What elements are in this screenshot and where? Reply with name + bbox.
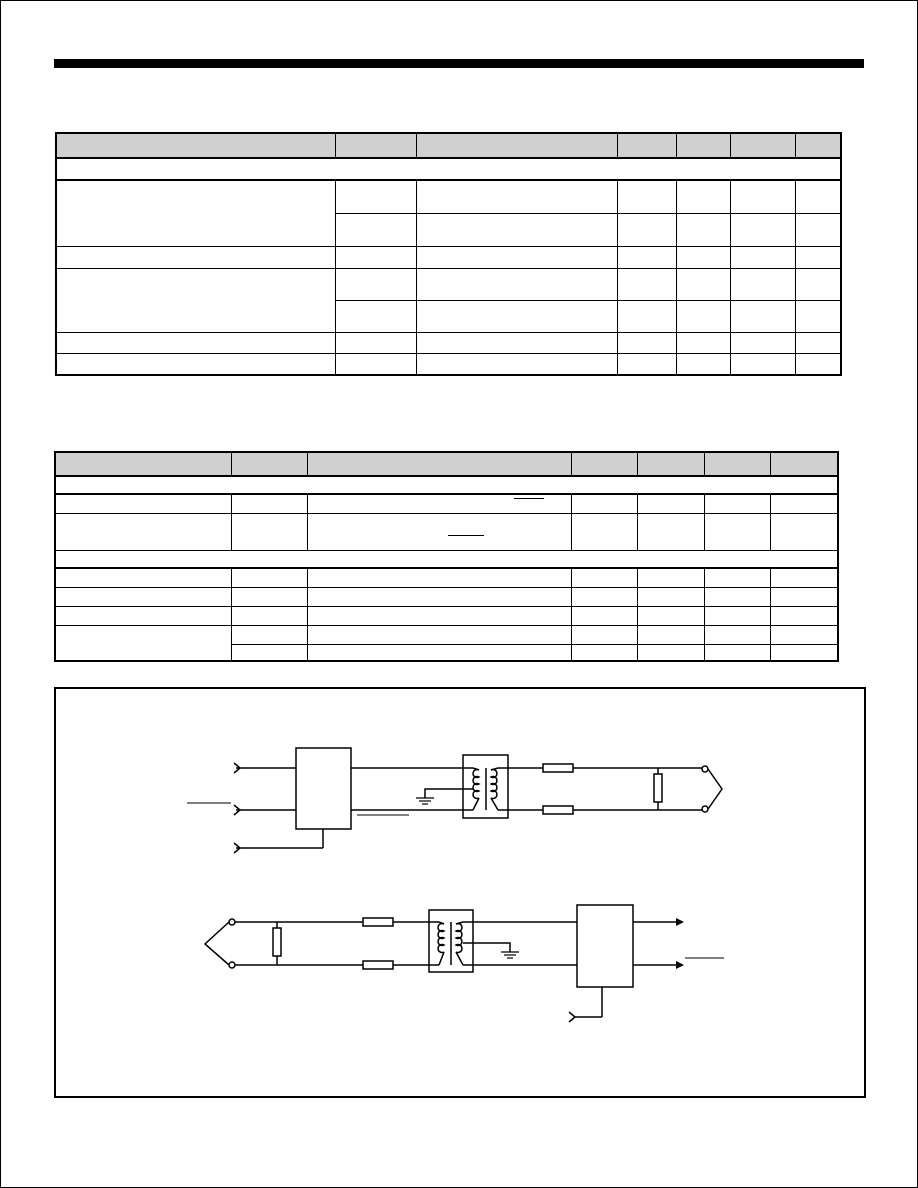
- table-cell: [416, 180, 617, 213]
- transmitter-block: [296, 748, 351, 829]
- bus-connection-icon: [708, 769, 722, 809]
- table-cell: [637, 568, 704, 587]
- table-cell: [795, 268, 841, 300]
- wire: [425, 789, 473, 798]
- table-cell: [617, 213, 676, 246]
- table-row: [55, 606, 838, 625]
- bus-terminal-icon: [229, 919, 235, 925]
- table-row: [55, 587, 838, 606]
- bus-terminal-icon: [229, 962, 235, 968]
- table-cell: [232, 644, 308, 661]
- table-header-row: [55, 452, 838, 476]
- table-row: [55, 494, 838, 513]
- table-cell: [232, 606, 308, 625]
- resistor-icon: [363, 961, 393, 969]
- table-cell: [637, 644, 704, 661]
- bus-terminal-icon: [702, 806, 708, 812]
- table-cell: [232, 513, 308, 550]
- table-cell: [730, 300, 795, 332]
- table-cell: [416, 213, 617, 246]
- table-cell: [676, 213, 730, 246]
- header-cell: [676, 133, 730, 158]
- termination-resistor-icon: [654, 774, 662, 802]
- table-cell: [704, 587, 770, 606]
- table-cell: [617, 353, 676, 375]
- table-cell: [416, 268, 617, 300]
- table-cell: [617, 332, 676, 353]
- table-cell: [572, 568, 638, 587]
- table-cell: [770, 644, 838, 661]
- table-cell: [307, 644, 571, 661]
- table-cell: [232, 587, 308, 606]
- table-cell: [637, 494, 704, 513]
- parameter-cell: [56, 268, 335, 332]
- header-cell: [55, 452, 232, 476]
- timing-characteristics-table: [54, 451, 839, 662]
- header-cell: [416, 133, 617, 158]
- table-cell: [335, 300, 416, 332]
- table-cell: [232, 568, 308, 587]
- section-row: [56, 158, 841, 180]
- table-cell: [617, 300, 676, 332]
- table-row: [56, 332, 841, 353]
- overbar-mark: [448, 535, 484, 536]
- circuit-diagram: [56, 689, 864, 1096]
- table-cell: [704, 625, 770, 644]
- table-cell: [730, 180, 795, 213]
- enable-arrow-icon: [234, 829, 323, 853]
- parameter-cell: [56, 353, 335, 375]
- header-cell: [704, 452, 770, 476]
- table-row: [56, 246, 841, 268]
- table-cell: [676, 332, 730, 353]
- table-cell: [795, 180, 841, 213]
- section-row: [55, 550, 838, 568]
- table-cell: [676, 353, 730, 375]
- table-cell: [730, 332, 795, 353]
- termination-resistor-icon: [273, 928, 281, 956]
- table-row: [56, 180, 841, 213]
- section-label: [56, 158, 841, 180]
- table-cell: [676, 180, 730, 213]
- section-label: [55, 476, 838, 494]
- header-cell: [770, 452, 838, 476]
- table-cell: [416, 332, 617, 353]
- parameter-cell: [56, 246, 335, 268]
- transformer-icon: [473, 768, 498, 810]
- table-cell: [335, 213, 416, 246]
- condition-cell: [307, 513, 571, 550]
- table-cell: [307, 606, 571, 625]
- table-cell: [416, 300, 617, 332]
- table-cell: [637, 625, 704, 644]
- table-cell: [335, 353, 416, 375]
- header-cell: [56, 133, 335, 158]
- table-header-row: [56, 133, 841, 158]
- table-cell: [770, 587, 838, 606]
- table-cell: [307, 587, 571, 606]
- table-row: [56, 353, 841, 375]
- table-row: [56, 268, 841, 300]
- table-cell: [335, 246, 416, 268]
- header-cell: [795, 133, 841, 158]
- table-cell: [770, 625, 838, 644]
- table-cell: [572, 625, 638, 644]
- table-cell: [676, 300, 730, 332]
- wire: [463, 943, 510, 952]
- input-arrow-icon: [234, 805, 296, 815]
- condition-cell: [307, 494, 571, 513]
- resistor-icon: [543, 806, 573, 814]
- ground-icon: [416, 798, 434, 804]
- table-cell: [730, 213, 795, 246]
- transformer-coupling-figure: [54, 687, 866, 1098]
- table-cell: [730, 353, 795, 375]
- table-cell: [637, 513, 704, 550]
- header-cell: [617, 133, 676, 158]
- bus-connection-icon: [205, 922, 229, 965]
- overbar-mark: [514, 498, 544, 499]
- table-cell: [416, 353, 617, 375]
- table-cell: [795, 246, 841, 268]
- resistor-icon: [543, 764, 573, 772]
- header-cell: [572, 452, 638, 476]
- table-cell: [572, 494, 638, 513]
- table-cell: [795, 332, 841, 353]
- table-cell: [704, 513, 770, 550]
- table-cell: [704, 644, 770, 661]
- table-cell: [730, 268, 795, 300]
- table-row: [55, 625, 838, 644]
- table-cell: [617, 180, 676, 213]
- table-cell: [795, 213, 841, 246]
- table-cell: [307, 625, 571, 644]
- header-cell: [335, 133, 416, 158]
- table-cell: [232, 625, 308, 644]
- input-arrow-icon: [234, 763, 296, 773]
- ground-icon: [501, 952, 519, 958]
- strobe-arrow-icon: [569, 987, 602, 1022]
- parameter-cell: [55, 625, 232, 661]
- transformer-icon: [438, 922, 463, 965]
- resistor-icon: [363, 918, 393, 926]
- table-cell: [307, 568, 571, 587]
- table-cell: [795, 300, 841, 332]
- parameter-cell: [55, 587, 232, 606]
- table-cell: [676, 268, 730, 300]
- table-cell: [335, 268, 416, 300]
- table-cell: [770, 513, 838, 550]
- parameter-cell: [55, 568, 232, 587]
- output-arrow-icon: [633, 918, 684, 926]
- bus-terminal-icon: [702, 766, 708, 772]
- table-cell: [770, 568, 838, 587]
- table-cell: [232, 494, 308, 513]
- table-cell: [617, 268, 676, 300]
- table-cell: [770, 606, 838, 625]
- parameter-cell: [55, 513, 232, 550]
- parameter-cell: [55, 494, 232, 513]
- table-row: [55, 568, 838, 587]
- table-cell: [704, 568, 770, 587]
- electrical-characteristics-table: [55, 132, 842, 376]
- table-cell: [637, 606, 704, 625]
- table-cell: [572, 513, 638, 550]
- header-cell: [730, 133, 795, 158]
- header-rule: [54, 59, 864, 68]
- table-cell: [617, 246, 676, 268]
- table-cell: [572, 587, 638, 606]
- table-cell: [770, 494, 838, 513]
- table-cell: [730, 246, 795, 268]
- receiver-circuit: [205, 905, 724, 1022]
- parameter-cell: [55, 606, 232, 625]
- table-cell: [795, 353, 841, 375]
- header-cell: [307, 452, 571, 476]
- table-cell: [704, 606, 770, 625]
- parameter-cell: [56, 332, 335, 353]
- table-cell: [572, 644, 638, 661]
- receiver-block: [577, 905, 633, 987]
- table-cell: [335, 180, 416, 213]
- table-cell: [676, 246, 730, 268]
- table-cell: [637, 587, 704, 606]
- table-row: [55, 513, 838, 550]
- section-row: [55, 476, 838, 494]
- section-label: [55, 550, 838, 568]
- table-cell: [335, 332, 416, 353]
- header-cell: [232, 452, 308, 476]
- output-arrow-icon: [633, 961, 684, 969]
- header-cell: [637, 452, 704, 476]
- table-cell: [572, 606, 638, 625]
- table-cell: [704, 494, 770, 513]
- parameter-cell: [56, 180, 335, 246]
- table-cell: [416, 246, 617, 268]
- transmitter-circuit: [187, 748, 722, 853]
